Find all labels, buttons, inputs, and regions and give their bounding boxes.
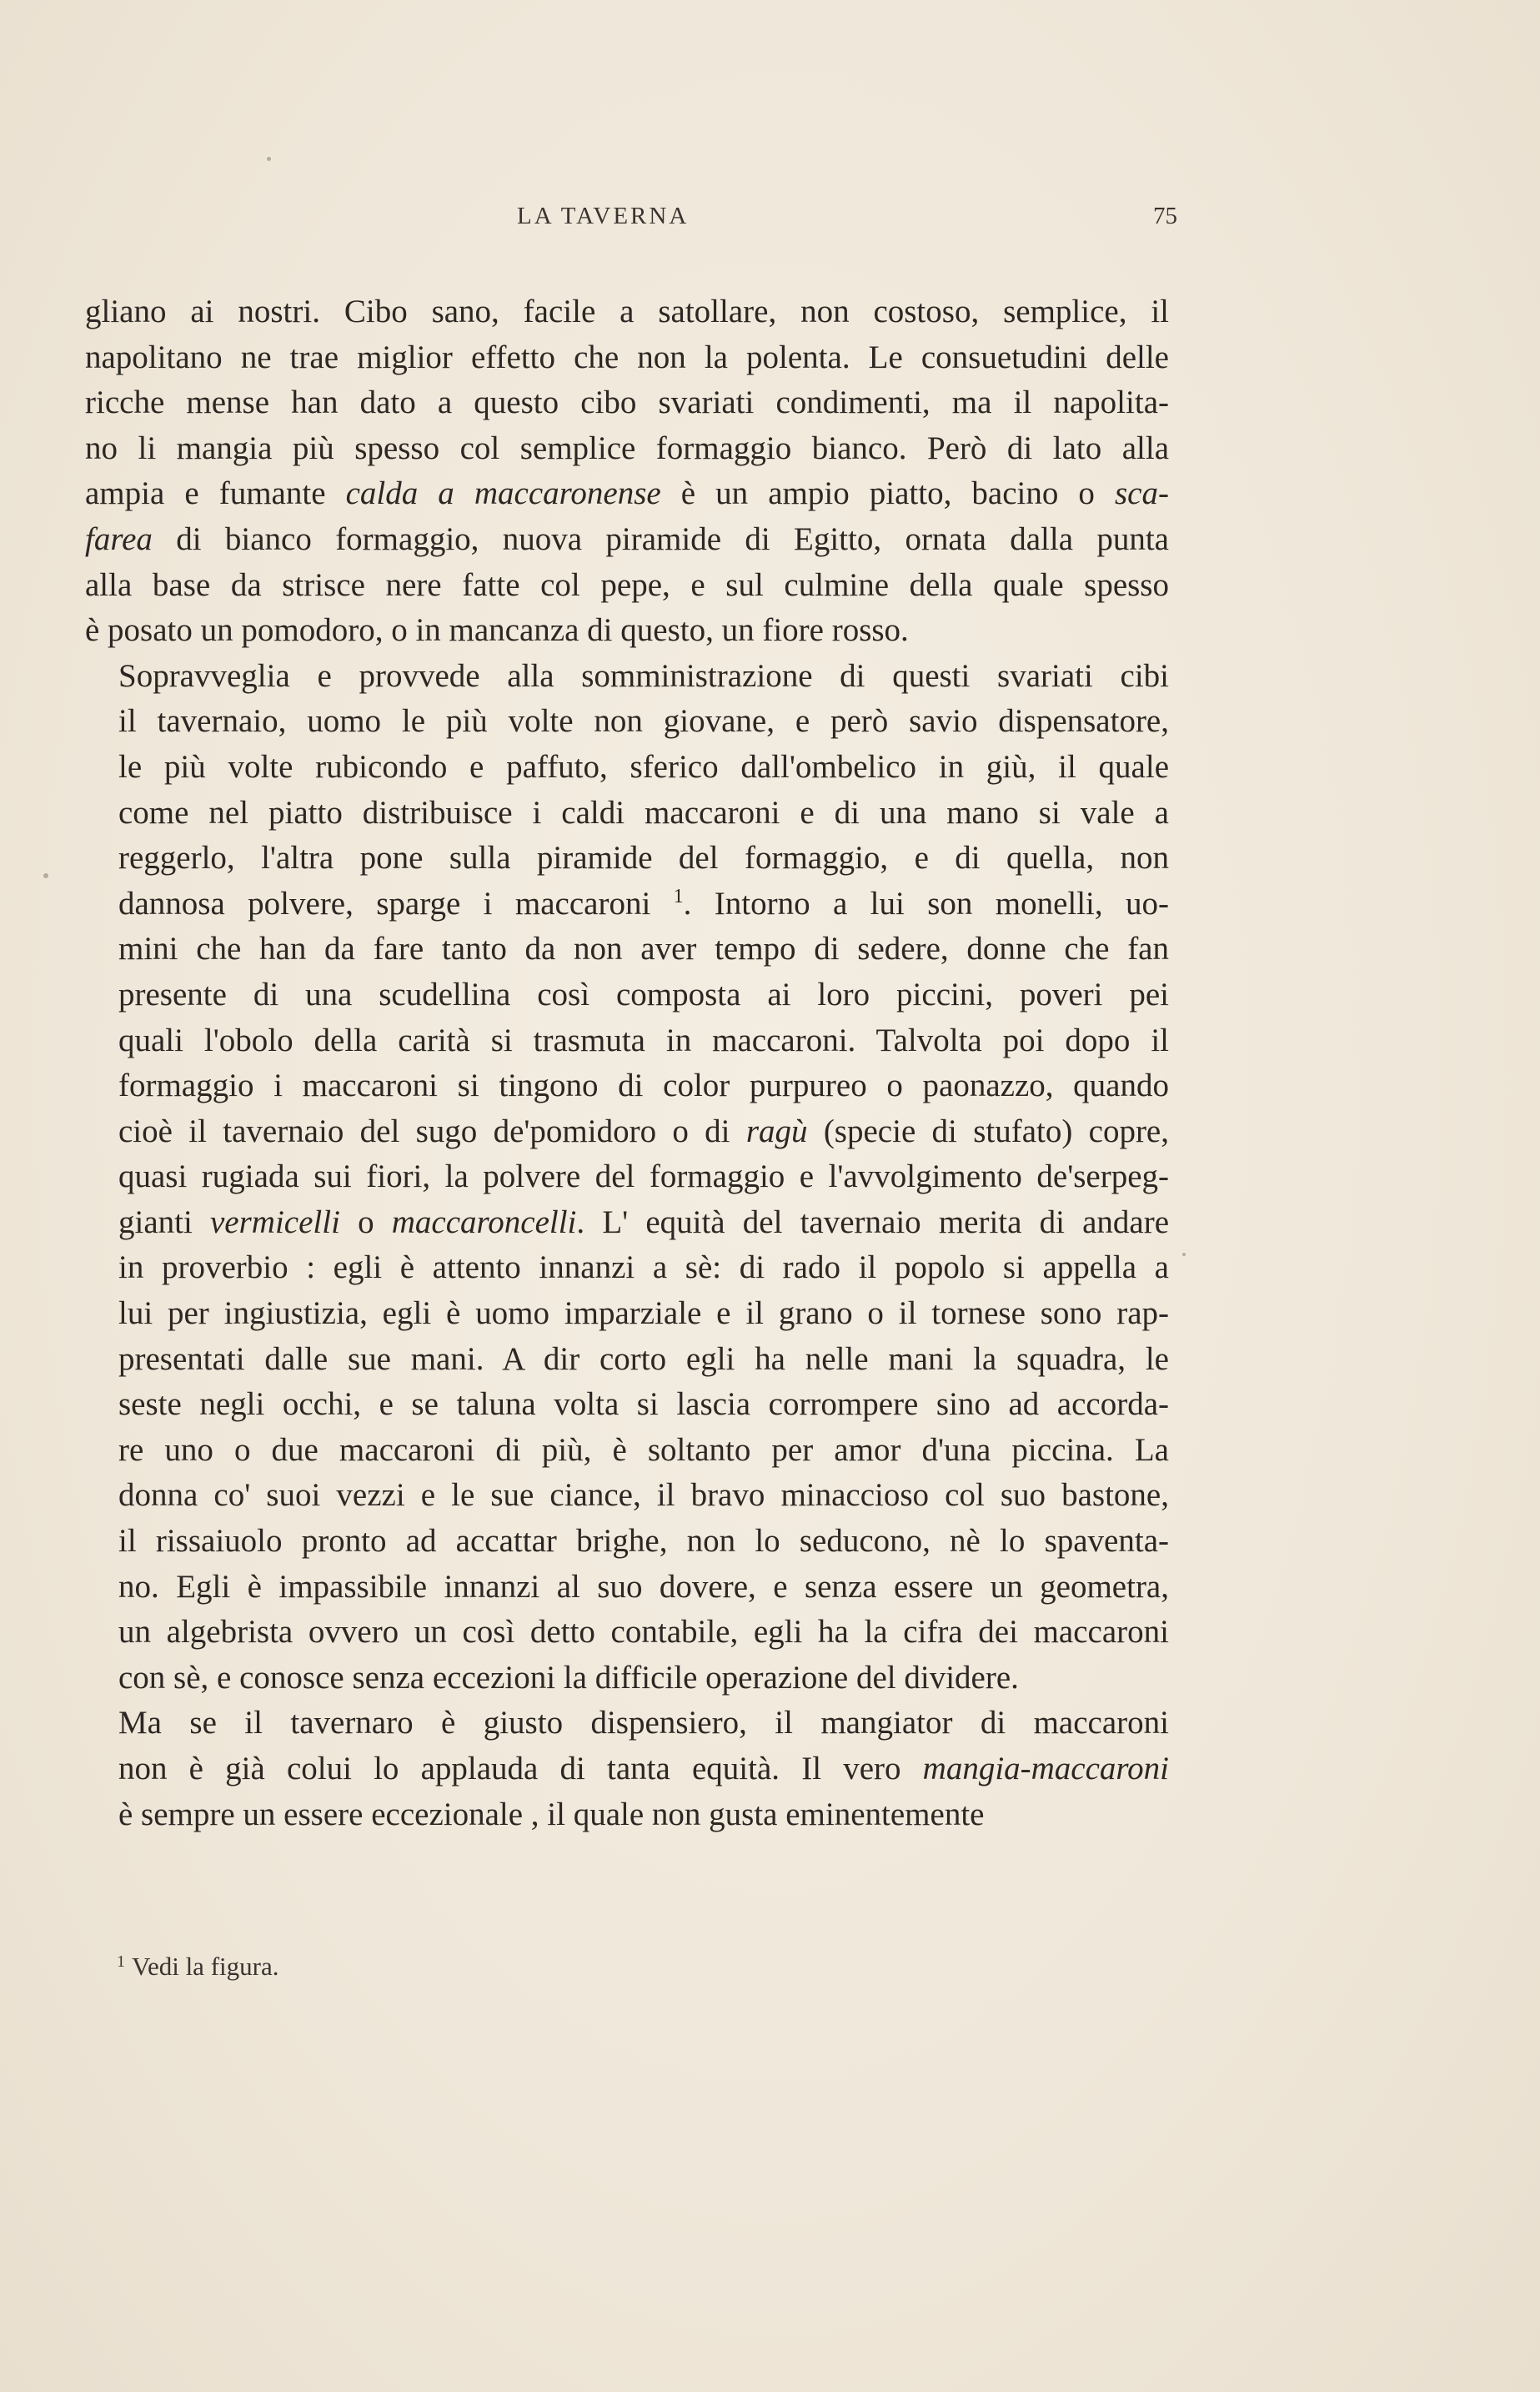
footnote-mark: 1 [117,1952,125,1971]
paragraph [85,654,1169,1701]
footnote-reference: 1 [673,885,684,907]
text-line: re uno o due maccaroni di più, è soltanto per amor d'una piccina. La [118,1431,1169,1468]
italic-term: sca- [1115,475,1169,512]
text-line: donna co' suoi vezzi e le sue ciance, il bravo minaccioso col suo bastone, [118,1477,1169,1514]
footnote-text: Vedi la figura. [132,1952,279,1981]
text-line: Ma se il tavernaro è giusto dispensiero, il mangiator di maccaroni [118,1705,1169,1741]
body-text [85,289,1169,1837]
text-line: con sè, e conosce senza eccezioni la difficile operazione del dividere. [118,1659,1019,1696]
text-line: ricche mense han dato a questo cibo svariati condimenti, ma il napolita- [85,384,1169,421]
footnote [117,1952,278,1982]
page-number: 75 [1153,203,1177,229]
text-line: è posato un pomodoro, o in mancanza di questo, un fiore rosso. [85,612,909,649]
running-head [92,203,1177,236]
text-line: in proverbio : egli è attento innanzi a sè: di rado il popolo si appella a [118,1249,1169,1286]
paragraph [85,1701,1169,1837]
italic-term: farea [85,520,153,557]
text-line: napolitano ne trae miglior effetto che non la polenta. Le consuetudini delle [85,339,1169,375]
text-line: cioè il tavernaio del sugo de'pomidoro o di ragù (specie di stufato) copre, [118,1113,1169,1149]
text-line: quasi rugiada sui fiori, la polvere del formaggio e l'avvolgimento de'serpeg- [118,1158,1169,1195]
scan-speck [267,157,271,161]
text-line: reggerlo, l'altra pone sulla piramide del formaggio, e di quella, non [118,840,1169,877]
text-line: quali l'obolo della carità si trasmuta in maccaroni. Talvolta poi dopo il [118,1022,1169,1058]
italic-term: ragù [745,1113,808,1149]
text-line: alla base da strisce nere fatte col pepe, e sul culmine della quale spesso [85,566,1169,603]
text-line: no li mangia più spesso col semplice formaggio bianco. Però di lato alla [85,430,1169,466]
text-line: ampia e fumante calda a maccaronense è un ampio piatto, bacino o sca- [85,475,1169,512]
text-line: Sopravveglia e provvede alla somministrazione di questi svariati cibi [118,657,1169,694]
text-line: il tavernaio, uomo le più volte non giovane, e però savio dispensatore, [118,703,1169,740]
scan-speck [1182,1253,1186,1256]
text-line: il rissaiuolo pronto ad accattar brighe, non lo seducono, nè lo spaventa- [118,1523,1169,1560]
text-line: farea di bianco formaggio, nuova piramide di Egitto, ornata dalla punta [85,520,1169,557]
text-line: lui per ingiustizia, egli è uomo imparziale e il grano o il tornese sono rap- [118,1295,1169,1332]
scan-speck [43,873,48,878]
text-line: no. Egli è impassibile innanzi al suo dovere, e senza essere un geometra, [118,1568,1169,1605]
running-title: LA TAVERNA [517,203,690,229]
text-line: presente di una scudellina così composta ai loro piccini, poveri pei [118,976,1169,1013]
italic-term: calda a maccaronense [345,475,661,512]
text-line: le più volte rubicondo e paffuto, sferico dall'ombelico in giù, il quale [118,748,1169,785]
text-line: gianti vermicelli o maccaroncelli. L' equità del tavernaio merita di andare [118,1204,1170,1240]
text-line: presentati dalle sue mani. A dir corto egli ha nelle mani la squadra, le [118,1340,1169,1377]
text-line: gliano ai nostri. Cibo sano, facile a satollare, non costoso, semplice, il [85,294,1169,329]
italic-term: maccaroncelli [391,1204,577,1240]
text-line: un algebrista ovvero un così detto contabile, egli ha la cifra dei maccaroni [118,1614,1169,1651]
text-line: è sempre un essere eccezionale , il quale non gusta eminentemente [118,1796,985,1832]
text-line: dannosa polvere, sparge i maccaroni $^1$. Intorno a lui son monelli, uo- [118,885,1170,922]
text-line: formaggio i maccaroni si tingono di color purpureo o paonazzo, quando [118,1068,1169,1104]
text-line: come nel piatto distribuisce i caldi maccaroni e di una mano si vale a [118,794,1169,831]
italic-term: vermicelli [209,1204,340,1240]
text-line: non è già colui lo applauda di tanta equità. Il vero mangia-maccaroni [118,1751,1169,1786]
paragraph [85,289,1169,654]
text-line: seste negli occhi, e se taluna volta si lascia corrompere sino ad accorda- [118,1386,1169,1423]
text-line: mini che han da fare tanto da non aver tempo di sedere, donne che fan [118,931,1169,967]
italic-term: mangia-maccaroni [922,1751,1169,1786]
